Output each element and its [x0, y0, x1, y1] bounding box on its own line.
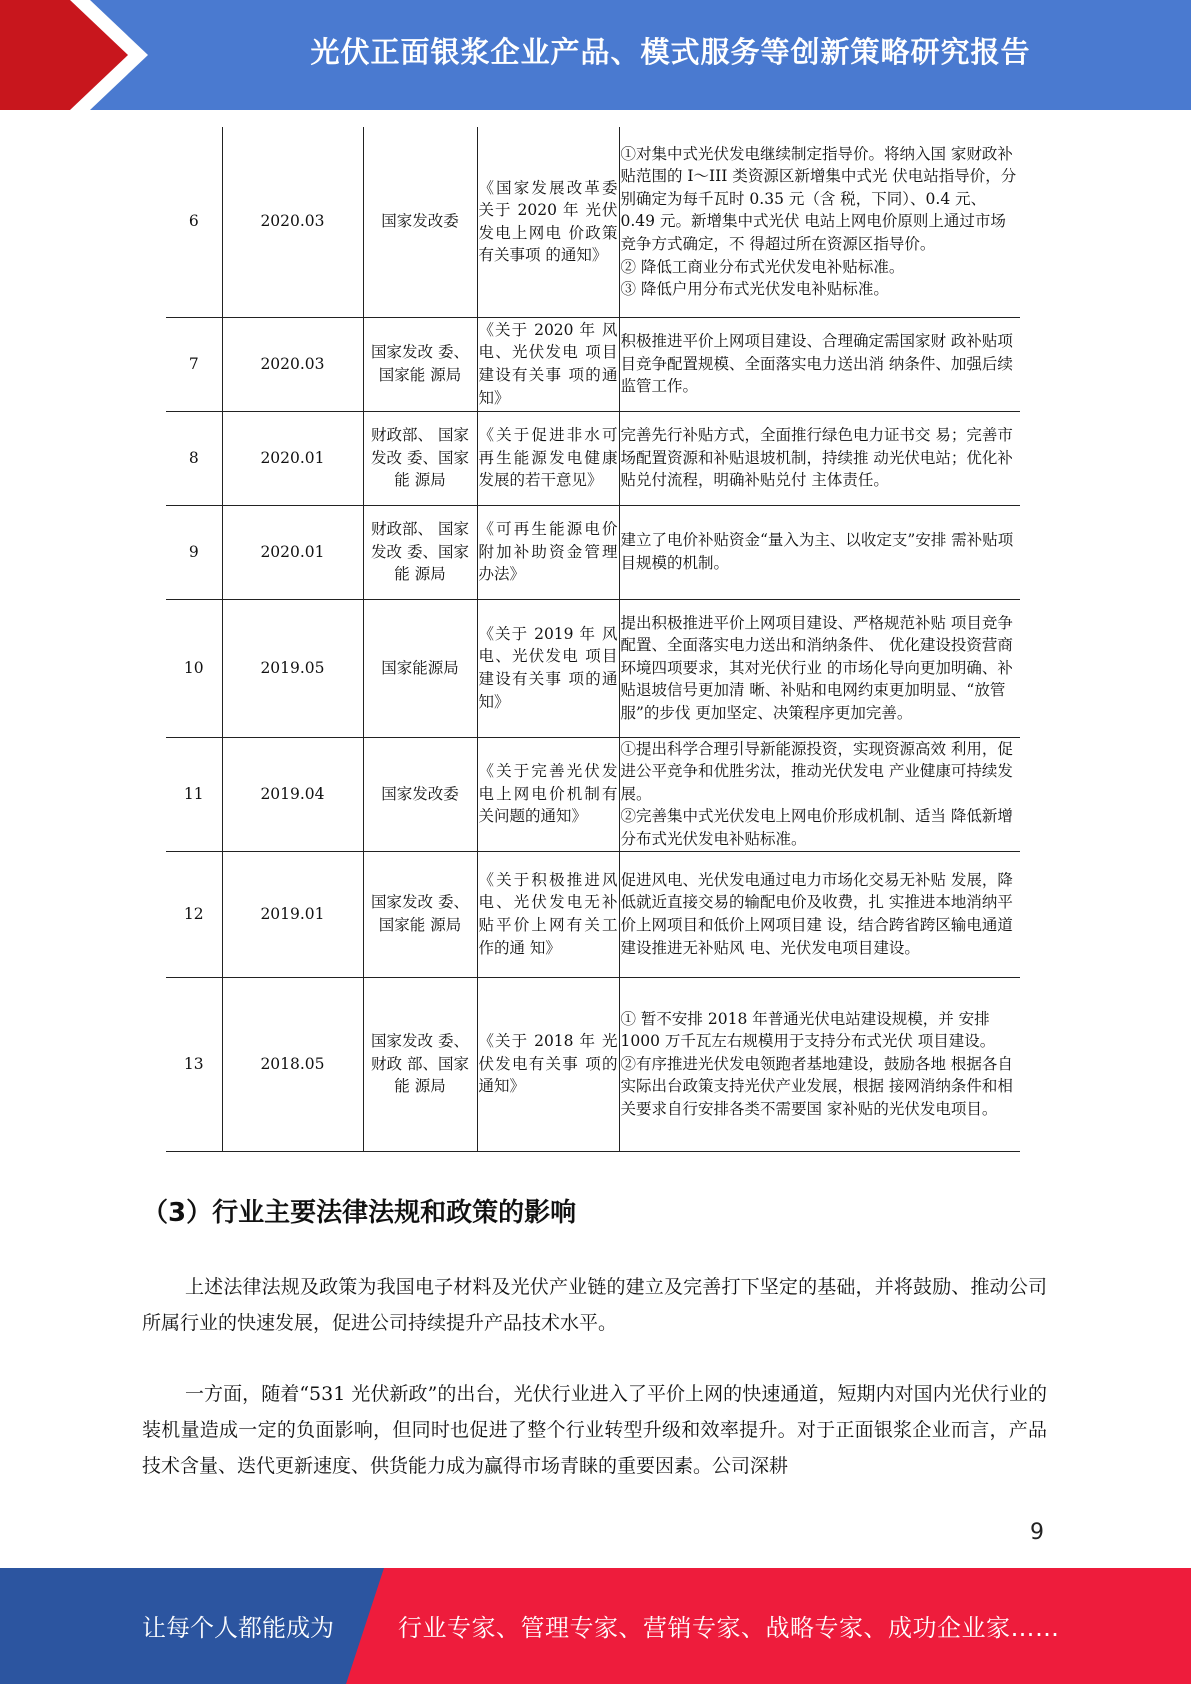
row-number: 13	[166, 977, 222, 1151]
row-document: 《国家发展改革委关于 2020 年 光伏发电上网电 价政策有关事项 的通知》	[477, 127, 619, 317]
section-heading: （3）行业主要法律法规和政策的影响	[142, 1198, 577, 1228]
row-content: 完善先行补贴方式，全面推行绿色电力证书交 易；完善市场配置资源和补贴退坡机制，持续推 动光伏电站；优化补贴兑付流程，明确补贴兑付 主体责任。	[619, 411, 1020, 505]
row-date: 2019.05	[222, 599, 363, 737]
row-document: 《关于 2020 年 风电、光伏发电 项目建设有关事 项的通知》	[477, 317, 619, 411]
row-department: 国家发改 委、财政 部、国家 能 源局	[363, 977, 477, 1151]
paragraph-2: 一方面，随着“531 光伏新政”的出台，光伏行业进入了平价上网的快速通道，短期内对国内光伏行业的装机量造成一定的负面影响，但同时也促进了整个行业转型升级和效率提升。对于正面银浆企业而言，产品技术含量、迭代更新速度、供货能力成为赢得市场青睐的重要因素。公司深耕	[142, 1383, 1047, 1477]
row-department: 国家能源局	[363, 599, 477, 737]
table-row	[166, 977, 1020, 1151]
row-document: 《可再生能源电价附加补助资金管理办法》	[477, 505, 619, 599]
row-number: 10	[166, 599, 222, 737]
row-document: 《关于 2018 年 光伏发电有关事 项的通知》	[477, 977, 619, 1151]
row-date: 2020.01	[222, 505, 363, 599]
page-number: 9	[1030, 1520, 1044, 1545]
table-row	[166, 317, 1020, 411]
footer-slogan-right: 行业专家、管理专家、营销专家、战略专家、成功企业家……	[398, 1614, 1060, 1642]
row-document: 《关于积极推进风电、光伏发电无补贴平价上网有关工作的通 知》	[477, 851, 619, 977]
row-content: 促进风电、光伏发电通过电力市场化交易无补贴 发展，降低就近直接交易的输配电价及收费，扎 实推进本地消纳平价上网项目和低价上网项目建 设，结合跨省跨区输电通道建设推进无补贴风 电、光伏发电项目建设。	[619, 851, 1020, 977]
report-title: 光伏正面银浆企业产品、模式服务等创新策略研究报告	[310, 35, 1031, 69]
row-department: 国家发改委	[363, 127, 477, 317]
row-document: 《关于 2019 年 风电、光伏发电 项目建设有关事 项的通知》	[477, 599, 619, 737]
paragraph-1: 上述法律法规及政策为我国电子材料及光伏产业链的建立及完善打下坚定的基础，并将鼓励、推动公司所属行业的快速发展，促进公司持续提升产品技术水平。	[142, 1276, 1047, 1334]
table-row	[166, 411, 1020, 505]
row-date: 2020.03	[222, 127, 363, 317]
row-document: 《关于完善光伏发电上网电价机制有关问题的通知》	[477, 737, 619, 851]
row-number: 12	[166, 851, 222, 977]
row-number: 9	[166, 505, 222, 599]
row-department: 财政部、 国家发改 委、国家能 源局	[363, 411, 477, 505]
row-date: 2019.01	[222, 851, 363, 977]
policy-table-body	[166, 127, 1020, 1151]
header-red-arrow	[0, 0, 150, 110]
row-document: 《关于促进非水可再生能源发电健康发展的若干意见》	[477, 411, 619, 505]
row-date: 2018.05	[222, 977, 363, 1151]
row-date: 2019.04	[222, 737, 363, 851]
row-number: 7	[166, 317, 222, 411]
row-department: 国家发改 委、国家能 源局	[363, 851, 477, 977]
table-row	[166, 851, 1020, 977]
row-number: 6	[166, 127, 222, 317]
row-content: 积极推进平价上网项目建设、合理确定需国家财 政补贴项目竞争配置规模、全面落实电力送出消 纳条件、加强后续监管工作。	[619, 317, 1020, 411]
policy-table	[166, 127, 1020, 1152]
row-number: 11	[166, 737, 222, 851]
row-department: 财政部、 国家发改 委、国家能 源局	[363, 505, 477, 599]
row-content: 提出积极推进平价上网项目建设、严格规范补贴 项目竞争配置、全面落实电力送出和消纳条件、 优化建设投资营商环境四项要求，其对光伏行业 的市场化导向更加明确、补贴退坡信号更加清 晰、补贴和电网约束更加明显、“放管服”的步伐 更加坚定、决策程序更加完善。	[619, 599, 1020, 737]
table-row	[166, 505, 1020, 599]
page-header	[0, 0, 1191, 110]
row-content: ① 暂不安排 2018 年普通光伏电站建设规模，并 安排 1000 万千瓦左右规模用于支持分布式光伏 项目建设。 ②有序推进光伏发电领跑者基地建设，鼓励各地 根据各自实际出台政策支持光伏产业发展，根据 接网消纳条件和相关要求自行安排各类不需要国 家补贴的光伏发电项目。	[619, 977, 1020, 1151]
footer-slogan-left: 让每个人都能成为	[142, 1614, 334, 1642]
row-content: ①对集中式光伏发电继续制定指导价。将纳入国 家财政补贴范围的 I～III 类资源区新增集中式光 伏电站指导价，分别确定为每千瓦时 0.35 元（含 税，下同）、0.4 元、0.49 元。新增集中式光伏 电站上网电价原则上通过市场竞争方式确定，不 得超过所在资源区指导价。 ② 降低工商业分布式光伏发电补贴标准。 ③ 降低户用分布式光伏发电补贴标准。	[619, 127, 1020, 317]
table-row	[166, 127, 1020, 317]
row-content: ①提出科学合理引导新能源投资，实现资源高效 利用，促进公平竞争和优胜劣汰，推动光伏发电 产业健康可持续发展。 ②完善集中式光伏发电上网电价形成机制、适当 降低新增分布式光伏发电补贴标准。	[619, 737, 1020, 851]
table-row	[166, 737, 1020, 851]
row-department: 国家发改委	[363, 737, 477, 851]
row-department: 国家发改 委、国家能 源局	[363, 317, 477, 411]
row-number: 8	[166, 411, 222, 505]
row-date: 2020.01	[222, 411, 363, 505]
row-date: 2020.03	[222, 317, 363, 411]
table-row	[166, 599, 1020, 737]
row-content: 建立了电价补贴资金“量入为主、以收定支”安排 需补贴项目规模的机制。	[619, 505, 1020, 599]
